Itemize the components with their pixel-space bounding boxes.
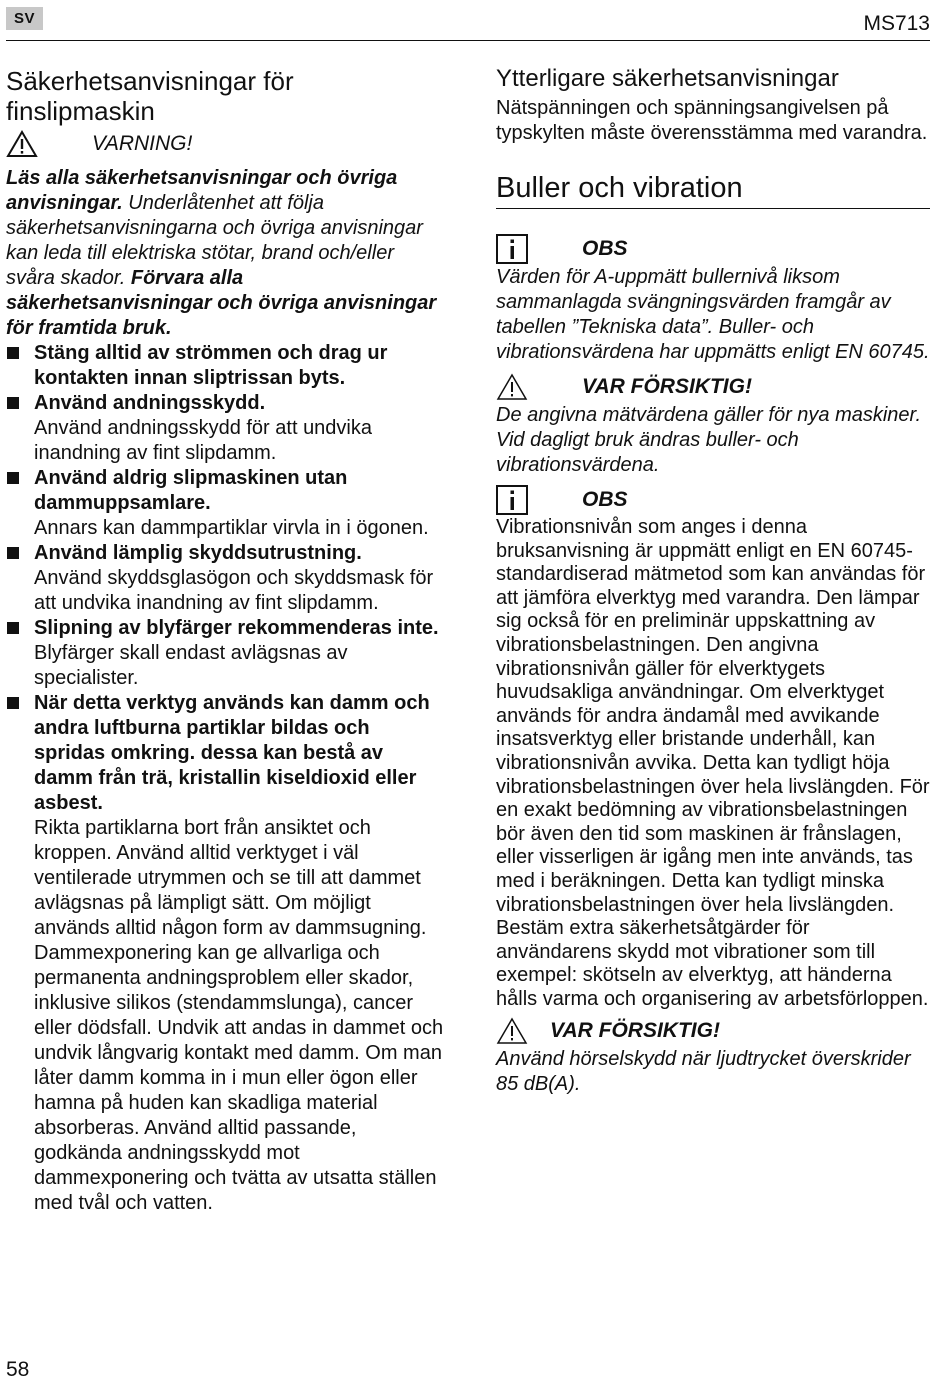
page-number: 58 (6, 1358, 30, 1381)
caution-triangle-icon (496, 1017, 550, 1045)
warning-triangle-icon (6, 130, 92, 158)
obs-notice-2 (496, 484, 930, 516)
intro-lead: Läs alla säkerhetsanvisningar och övriga anvisningar. (6, 167, 398, 214)
square-bullet-icon (7, 347, 19, 359)
bullet-text: Använd andningsskydd för att undvika inandning av fint slipdamm. (34, 417, 372, 464)
header-rule (6, 40, 930, 41)
obs-text-2: Vibrationsnivån som anges i denna bruksanvisning är uppmätt enligt en EN 60745-standardiserad mätmetod som kan användas för att jämföra elverktyg med varandra. Den lämpar sig också för en preliminär uppskattning av vibrationsbelastningen. Den angivna vibrationsnivån gäller för elverktygets huvudsakliga användningar. Om elverktyget används för andra ändamål med avvikande insatsverktyg eller bristande underhåll, kan vibrationsnivån avvika. Detta kan tydligt höja vibrationsbelastningen över hela livslängden. För en exakt bedömning av vibrationsbelastningen bör även den tid som maskinen är frånslagen, eller visserligen är igång men inte används, tas med i beräkningen. Detta kan tydligt minska vibrationsbelastningen över hela livslängden. Bestäm extra säkerhetsåtgärder för användarens skydd mot vibrationer som till exempel: skötseln av elverktyg, att händerna hålls varma och organisering av arbetsförloppen. (496, 516, 930, 1010)
bullet-content (34, 541, 446, 616)
info-icon (496, 234, 582, 264)
extra-safety-title: Ytterligare säkerhetsanvisningar (496, 65, 839, 92)
bullet-text: Blyfärger skall endast avlägsnas av specialister. (34, 642, 348, 689)
bullet-heading: Stäng alltid av strömmen och drag ur kontakten innan sliptrissan byts. (34, 342, 388, 389)
bullet-content (34, 616, 446, 691)
warning-label: VARNING! (92, 132, 193, 155)
intro-tail: Förvara alla säkerhetsanvisningar och övriga anvisningar för framtida bruk. (6, 267, 437, 339)
bullet-heading: Använd aldrig slipmaskinen utan dammuppsamlare. (34, 467, 348, 514)
right-column (496, 66, 930, 1097)
safety-title: Säkerhetsanvisningar för finslipmaskin (6, 66, 294, 126)
square-bullet-icon (7, 397, 19, 409)
safety-bullet-item (6, 341, 446, 391)
caution-text-2: Använd hörselskydd när ljudtrycket överskrider 85 dB(A). (496, 1048, 911, 1096)
bullet-heading: Använd andningsskydd. (34, 392, 266, 414)
safety-bullet-item (6, 616, 446, 691)
safety-bullet-item (6, 541, 446, 616)
caution-notice-1 (496, 371, 930, 403)
bullet-heading: När detta verktyg används kan damm och andra luftburna partiklar bildas och spridas omkring. dessa kan bestå av damm från trä, kristallin kiseldioxid eller asbest. (34, 692, 430, 814)
square-bullet-icon (7, 547, 19, 559)
bullet-heading: Använd lämplig skyddsutrustning. (34, 542, 362, 564)
obs-label-1: OBS (582, 237, 628, 260)
bullet-content (34, 341, 446, 391)
bullet-text: Annars kan dammpartiklar virvla in i ögonen. (34, 517, 429, 539)
obs-notice-1 (496, 233, 930, 265)
caution-notice-2 (496, 1015, 930, 1047)
caution-triangle-icon (496, 373, 582, 401)
square-bullet-icon (7, 472, 19, 484)
square-bullet-icon (7, 697, 19, 709)
safety-bullet-list (6, 341, 446, 1216)
bullet-content (34, 691, 446, 1216)
language-badge: SV (6, 7, 43, 30)
info-icon (496, 485, 582, 515)
caution-label-2: VAR FÖRSIKTIG! (550, 1019, 720, 1043)
extra-safety-text: Nätspänningen och spänningsangivelsen på typskylten måste överensstämma med varandra. (496, 97, 928, 144)
left-column (6, 66, 446, 1216)
warning-notice (6, 128, 446, 160)
bullet-text: Använd skyddsglasögon och skyddsmask för att undvika inandning av fint slipdamm. (34, 567, 434, 614)
obs-label-2: OBS (582, 488, 628, 511)
bullet-text: Rikta partiklarna bort från ansiktet och kroppen. Använd alltid verktyget i väl ventilerade utrymmen och se till att dammet avlägsnas på lämpligt sätt. Om möjligt används alltid någon form av dammsugning. Dammexponering kan ge allvarliga och permanenta andningsproblem eller skador, inklusive silikos (stendammslunga), cancer eller dödsfall. Undvik att andas in dammet och undvik långvarig kontakt med damm. Om man låter damm komma in i mun eller ögon eller hamna på huden kan skadliga material absorberas. Använd alltid passande, godkända andningsskydd mot dammexponering och tvätta av utsatta ställen med tvål och vatten. (34, 817, 444, 1214)
intro-body: Underlåtenhet att följa säkerhetsanvisningarna och övriga anvisningar kan leda till elektriska stötar, brand och/eller svåra skador. (6, 192, 423, 289)
bullet-heading: Slipning av blyfärger rekommenderas inte. (34, 617, 439, 639)
intro-paragraph (6, 166, 446, 341)
caution-label-1: VAR FÖRSIKTIG! (582, 375, 752, 398)
square-bullet-icon (7, 622, 19, 634)
safety-bullet-item (6, 391, 446, 466)
safety-bullet-item (6, 466, 446, 541)
bullet-content (34, 466, 446, 541)
safety-bullet-item (6, 691, 446, 1216)
model-number: MS713 (863, 12, 930, 35)
caution-text-1: De angivna mätvärdena gäller för nya maskiner. Vid dagligt bruk ändras buller- och vibrationsvärdena. (496, 404, 922, 476)
obs-text-1: Värden för A-uppmätt bullernivå liksom sammanlagda svängningsvärden framgår av tabellen ”Tekniska data”. Buller- och vibrationsvärdena har uppmätts enligt EN 60745. (496, 266, 930, 363)
bullet-content (34, 391, 446, 466)
noise-vibration-title: Buller och vibration (496, 172, 930, 209)
